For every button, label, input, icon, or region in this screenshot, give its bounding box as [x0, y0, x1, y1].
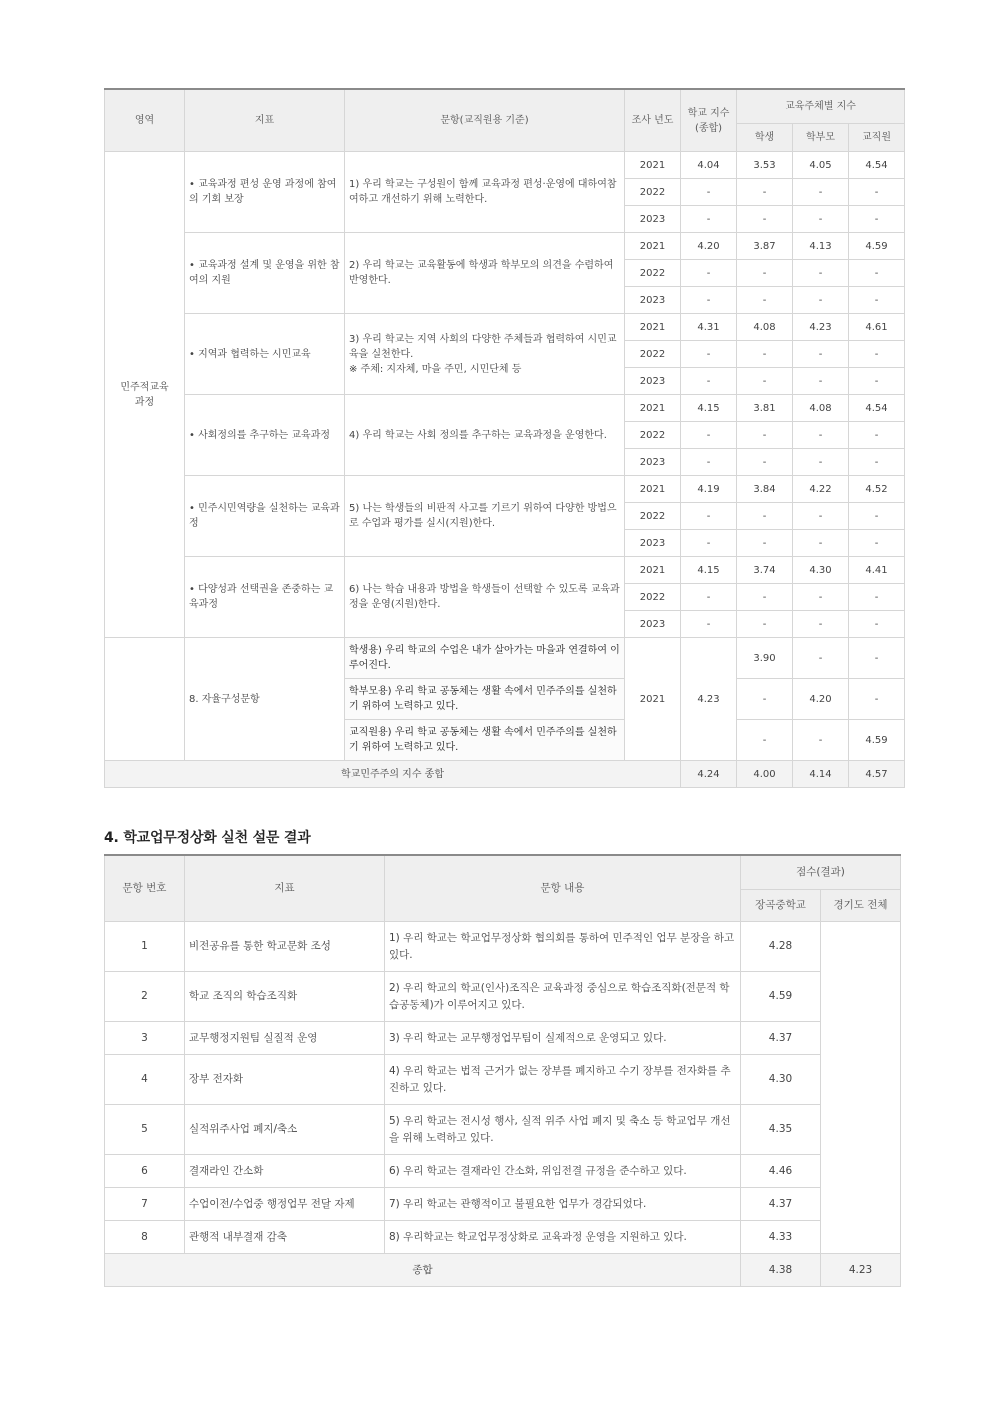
school-cell: -	[681, 287, 737, 314]
table-row	[105, 922, 901, 972]
row-content: 6) 우리 학교는 결재라인 간소화, 위임전결 규정을 준수하고 있다.	[385, 1155, 741, 1188]
parent-cell: 4.22	[793, 476, 849, 503]
total-label: 종합	[105, 1254, 741, 1287]
teacher-cell: 4.54	[849, 395, 905, 422]
school-cell: -	[681, 260, 737, 287]
header-school: 장곡중학교	[741, 890, 821, 922]
table-row	[105, 1188, 901, 1221]
row-no: 5	[105, 1105, 185, 1155]
teacher-cell: -	[849, 530, 905, 557]
parent-cell: -	[793, 503, 849, 530]
area-label: 민주적교육과정	[120, 381, 169, 408]
table-row	[105, 476, 905, 503]
teacher-cell: 4.59	[849, 233, 905, 260]
row-indicator: 학교 조직의 학습조직화	[185, 972, 385, 1022]
row-score: 4.33	[741, 1221, 821, 1254]
teacher-cell: -	[849, 422, 905, 449]
table-row	[105, 1155, 901, 1188]
parent-cell: -	[793, 584, 849, 611]
teacher-cell: -	[849, 179, 905, 206]
year-cell: 2023	[625, 449, 681, 476]
year-cell: 2021	[625, 314, 681, 341]
row-indicator: 관행적 내부결재 감축	[185, 1221, 385, 1254]
teacher-cell: -	[849, 449, 905, 476]
header-area: 영역	[105, 89, 185, 152]
header-student: 학생	[737, 124, 793, 152]
parent-cell: -	[793, 422, 849, 449]
student-cell: -	[737, 422, 793, 449]
parent-cell: 4.13	[793, 233, 849, 260]
school-cell: 4.19	[681, 476, 737, 503]
row-score: 4.46	[741, 1155, 821, 1188]
student-cell: -	[737, 679, 793, 720]
province-empty-cell	[821, 922, 901, 1254]
year-cell: 2021	[625, 638, 681, 761]
row-score: 4.37	[741, 1022, 821, 1055]
total-parent: 4.14	[793, 761, 849, 788]
header-year: 조사 년도	[625, 89, 681, 152]
parent-cell: -	[793, 720, 849, 761]
total-school: 4.38	[741, 1254, 821, 1287]
year-cell: 2021	[625, 557, 681, 584]
total-school: 4.24	[681, 761, 737, 788]
indicator-cell: • 사회정의를 추구하는 교육과정	[185, 395, 345, 476]
indicator-cell: • 다양성과 선택권을 존중하는 교육과정	[185, 557, 345, 638]
header-no: 문항 번호	[105, 855, 185, 922]
student-cell: 3.90	[737, 638, 793, 679]
year-cell: 2022	[625, 341, 681, 368]
item-cell: 5) 나는 학생들의 비판적 사고를 기르기 위하여 다양한 방법으로 수업과 평가를 실시(지원)한다.	[345, 476, 625, 557]
parent-cell: -	[793, 368, 849, 395]
row-score: 4.59	[741, 972, 821, 1022]
student-cell: 3.87	[737, 233, 793, 260]
total-province: 4.23	[821, 1254, 901, 1287]
row-score: 4.37	[741, 1188, 821, 1221]
total-label: 학교민주주의 지수 종합	[105, 761, 681, 788]
row-score: 4.28	[741, 922, 821, 972]
parent-cell: 4.20	[793, 679, 849, 720]
total-row	[105, 761, 905, 788]
header-score: 점수(결과)	[741, 855, 901, 890]
school-cell: 4.04	[681, 152, 737, 179]
school-cell: 4.23	[681, 638, 737, 761]
teacher-cell: 4.59	[849, 720, 905, 761]
student-cell: 3.84	[737, 476, 793, 503]
teacher-cell: -	[849, 206, 905, 233]
indicator-cell: • 민주시민역량을 실천하는 교육과정	[185, 476, 345, 557]
parent-cell: -	[793, 611, 849, 638]
student-cell: -	[737, 341, 793, 368]
item-cell: 2) 우리 학교는 교육활동에 학생과 학부모의 의견을 수렴하여 반영한다.	[345, 233, 625, 314]
parent-cell: -	[793, 530, 849, 557]
item-cell: 교직원용) 우리 학교 공동체는 생활 속에서 민주주의를 실천하기 위하여 노력하고 있다.	[345, 720, 625, 761]
table-row	[105, 638, 905, 679]
student-cell: -	[737, 584, 793, 611]
teacher-cell: 4.52	[849, 476, 905, 503]
teacher-cell: 4.54	[849, 152, 905, 179]
item-cell	[345, 314, 625, 395]
year-cell: 2023	[625, 287, 681, 314]
table-row	[105, 395, 905, 422]
table-row	[105, 972, 901, 1022]
school-cell: -	[681, 584, 737, 611]
student-cell: -	[737, 368, 793, 395]
student-cell: 4.08	[737, 314, 793, 341]
row-no: 2	[105, 972, 185, 1022]
democracy-index-table	[104, 88, 905, 788]
year-cell: 2022	[625, 179, 681, 206]
year-cell: 2023	[625, 530, 681, 557]
student-cell: 3.53	[737, 152, 793, 179]
area-empty-cell	[105, 638, 185, 761]
teacher-cell: -	[849, 679, 905, 720]
year-cell: 2022	[625, 260, 681, 287]
indicator-cell: 8. 자율구성문항	[185, 638, 345, 761]
row-indicator: 실적위주사업 폐지/축소	[185, 1105, 385, 1155]
school-cell: -	[681, 530, 737, 557]
school-cell: -	[681, 368, 737, 395]
school-cell: -	[681, 422, 737, 449]
indicator-cell: • 교육과정 설계 및 운영을 위한 참여의 지원	[185, 233, 345, 314]
total-student: 4.00	[737, 761, 793, 788]
row-indicator: 수업이전/수업중 행정업무 전달 자제	[185, 1188, 385, 1221]
header-province: 경기도 전체	[821, 890, 901, 922]
year-cell: 2021	[625, 152, 681, 179]
row-no: 8	[105, 1221, 185, 1254]
teacher-cell: -	[849, 287, 905, 314]
table-row	[105, 233, 905, 260]
row-content: 1) 우리 학교는 학교업무정상화 협의회를 통하여 민주적인 업무 분장을 하고 있다.	[385, 922, 741, 972]
teacher-cell: -	[849, 611, 905, 638]
table-row	[105, 152, 905, 179]
parent-cell: -	[793, 206, 849, 233]
row-no: 1	[105, 922, 185, 972]
total-teacher: 4.57	[849, 761, 905, 788]
school-cell: 4.31	[681, 314, 737, 341]
parent-cell: 4.08	[793, 395, 849, 422]
indicator-cell: • 교육과정 편성 운영 과정에 참여의 기회 보장	[185, 152, 345, 233]
year-cell: 2021	[625, 476, 681, 503]
header-school-index: 학교 지수(종합)	[681, 89, 737, 152]
row-no: 3	[105, 1022, 185, 1055]
table-row	[105, 1105, 901, 1155]
teacher-cell: 4.41	[849, 557, 905, 584]
teacher-cell: -	[849, 503, 905, 530]
year-cell: 2022	[625, 503, 681, 530]
student-cell: -	[737, 449, 793, 476]
table-row	[105, 557, 905, 584]
year-cell: 2023	[625, 368, 681, 395]
school-cell: -	[681, 611, 737, 638]
parent-cell: -	[793, 638, 849, 679]
teacher-cell: -	[849, 638, 905, 679]
school-cell: -	[681, 206, 737, 233]
school-cell: -	[681, 503, 737, 530]
work-normalization-table	[104, 854, 901, 1287]
header-indicator: 지표	[185, 855, 385, 922]
student-cell: -	[737, 530, 793, 557]
student-cell: -	[737, 503, 793, 530]
row-content: 3) 우리 학교는 교무행정업무팀이 실제적으로 운영되고 있다.	[385, 1022, 741, 1055]
item-cell: 6) 나는 학습 내용과 방법을 학생들이 선택할 수 있도록 교육과정을 운영(지원)한다.	[345, 557, 625, 638]
item-cell: 1) 우리 학교는 구성원이 함께 교육과정 편성·운영에 대하여참여하고 개선하기 위해 노력한다.	[345, 152, 625, 233]
row-indicator: 장부 전자화	[185, 1055, 385, 1105]
student-cell: -	[737, 179, 793, 206]
row-score: 4.35	[741, 1105, 821, 1155]
student-cell: 3.74	[737, 557, 793, 584]
item-cell: 학생용) 우리 학교의 수업은 내가 살아가는 마을과 연결하여 이루어진다.	[345, 638, 625, 679]
item-cell: 4) 우리 학교는 사회 정의를 추구하는 교육과정을 운영한다.	[345, 395, 625, 476]
teacher-cell: -	[849, 584, 905, 611]
year-cell: 2022	[625, 584, 681, 611]
student-cell: -	[737, 287, 793, 314]
parent-cell: -	[793, 179, 849, 206]
row-no: 4	[105, 1055, 185, 1105]
row-indicator: 결재라인 간소화	[185, 1155, 385, 1188]
header-indicator: 지표	[185, 89, 345, 152]
school-cell: 4.15	[681, 557, 737, 584]
teacher-cell: 4.61	[849, 314, 905, 341]
header-by-subject: 교육주체별 지수	[737, 89, 905, 124]
item-cell: 학부모용) 우리 학교 공동체는 생활 속에서 민주주의를 실천하기 위하여 노력하고 있다.	[345, 679, 625, 720]
student-cell: 3.81	[737, 395, 793, 422]
parent-cell: -	[793, 260, 849, 287]
year-cell: 2023	[625, 206, 681, 233]
school-cell: 4.15	[681, 395, 737, 422]
parent-cell: -	[793, 341, 849, 368]
header-teacher: 교직원	[849, 124, 905, 152]
row-content: 2) 우리 학교의 학교(인사)조직은 교육과정 중심으로 학습조직화(전문적 학습공동체)가 이루어지고 있다.	[385, 972, 741, 1022]
year-cell: 2021	[625, 395, 681, 422]
parent-cell: 4.23	[793, 314, 849, 341]
table-row	[105, 1055, 901, 1105]
row-score: 4.30	[741, 1055, 821, 1105]
row-indicator: 교무행정지원팀 실질적 운영	[185, 1022, 385, 1055]
teacher-cell: -	[849, 260, 905, 287]
year-cell: 2023	[625, 611, 681, 638]
student-cell: -	[737, 206, 793, 233]
school-cell: 4.20	[681, 233, 737, 260]
school-cell: -	[681, 449, 737, 476]
row-content: 5) 우리 학교는 전시성 행사, 실적 위주 사업 폐지 및 축소 등 학교업무 개선을 위해 노력하고 있다.	[385, 1105, 741, 1155]
table-row	[105, 314, 905, 341]
area-cell	[105, 152, 185, 638]
row-indicator: 비전공유를 통한 학교문화 조성	[185, 922, 385, 972]
header-parent: 학부모	[793, 124, 849, 152]
school-cell: -	[681, 179, 737, 206]
item-note: ※ 주체: 지자체, 마을 주민, 시민단체 등	[349, 363, 522, 375]
parent-cell: 4.05	[793, 152, 849, 179]
row-no: 6	[105, 1155, 185, 1188]
section-title: 4. 학교업무정상화 실천 설문 결과	[104, 830, 311, 846]
table-row	[105, 1221, 901, 1254]
row-no: 7	[105, 1188, 185, 1221]
student-cell: -	[737, 720, 793, 761]
table-row	[105, 1022, 901, 1055]
parent-cell: -	[793, 449, 849, 476]
student-cell: -	[737, 260, 793, 287]
row-content: 7) 우리 학교는 관행적이고 불필요한 업무가 경감되었다.	[385, 1188, 741, 1221]
row-content: 8) 우리학교는 학교업무정상화로 교육과정 운영을 지원하고 있다.	[385, 1221, 741, 1254]
parent-cell: 4.30	[793, 557, 849, 584]
teacher-cell: -	[849, 341, 905, 368]
year-cell: 2022	[625, 422, 681, 449]
teacher-cell: -	[849, 368, 905, 395]
total-row	[105, 1254, 901, 1287]
student-cell: -	[737, 611, 793, 638]
parent-cell: -	[793, 287, 849, 314]
year-cell: 2021	[625, 233, 681, 260]
header-item: 문항(교직원용 기준)	[345, 89, 625, 152]
school-cell: -	[681, 341, 737, 368]
header-content: 문항 내용	[385, 855, 741, 922]
item-text: 3) 우리 학교는 지역 사회의 다양한 주체들과 협력하여 시민교육을 실천한다.	[349, 333, 617, 360]
row-content: 4) 우리 학교는 법적 근거가 없는 장부를 폐지하고 수기 장부를 전자화를 추진하고 있다.	[385, 1055, 741, 1105]
indicator-cell: • 지역과 협력하는 시민교육	[185, 314, 345, 395]
